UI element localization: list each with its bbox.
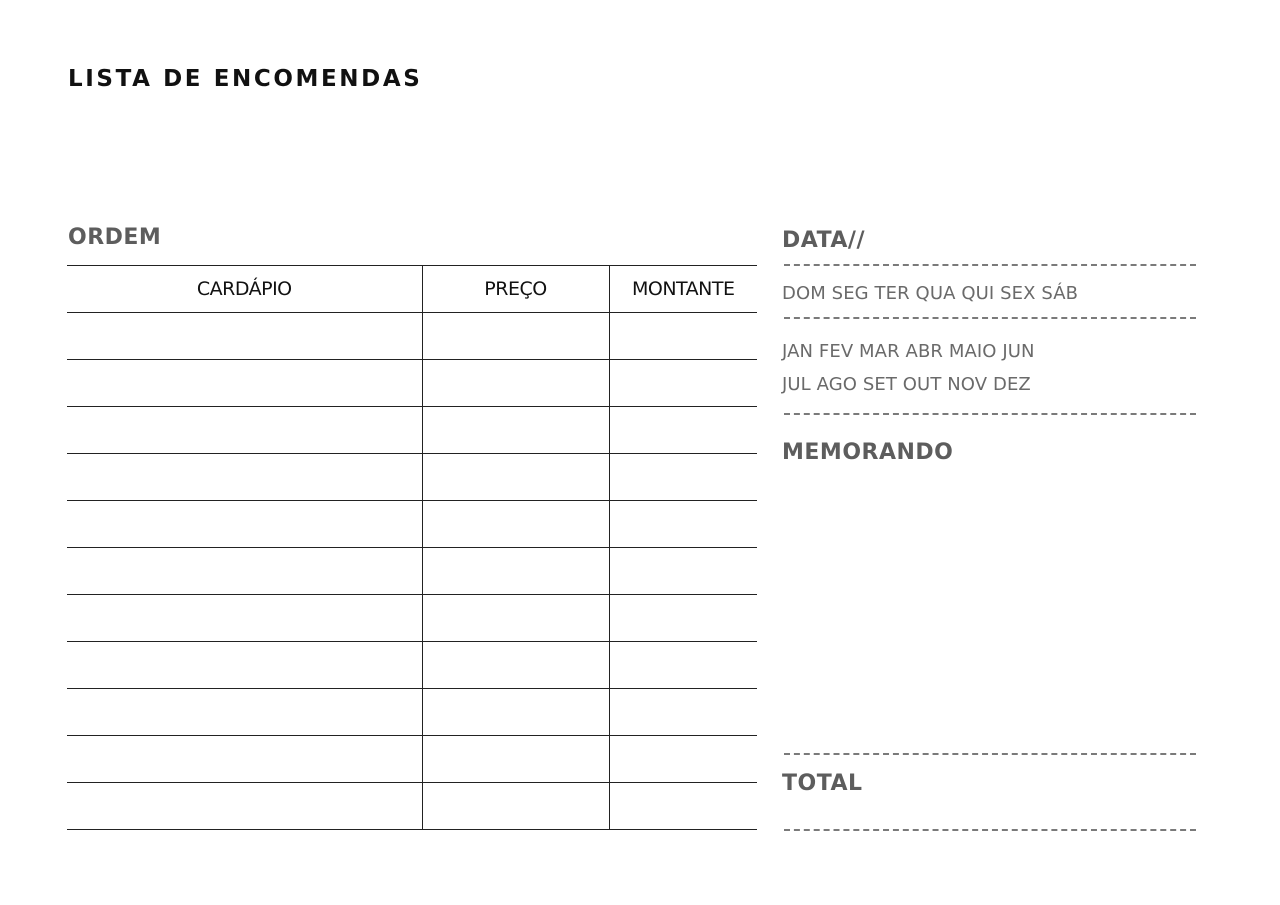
menu-cell (67, 360, 422, 407)
menu-cell (67, 689, 422, 736)
month-options-row-2: JUL AGO SET OUT NOV DEZ (782, 374, 1031, 395)
amount-cell (609, 454, 757, 501)
price-cell (422, 548, 609, 595)
table-row (67, 642, 757, 689)
weekday-options: DOM SEG TER QUA QUI SEX SÁB (782, 283, 1079, 304)
memo-heading: MEMORANDO (782, 440, 954, 465)
table-row (67, 548, 757, 595)
amount-cell (609, 407, 757, 454)
menu-cell (67, 407, 422, 454)
table-row (67, 360, 757, 407)
amount-cell (609, 595, 757, 642)
amount-cell (609, 313, 757, 360)
price-cell (422, 783, 609, 830)
price-cell (422, 313, 609, 360)
amount-cell (609, 501, 757, 548)
price-cell (422, 642, 609, 689)
table-row (67, 595, 757, 642)
dashed-divider (784, 413, 1196, 415)
total-heading: TOTAL (782, 771, 863, 796)
menu-cell (67, 736, 422, 783)
table-row (67, 313, 757, 360)
order-table-body (67, 313, 757, 830)
amount-cell (609, 689, 757, 736)
price-cell (422, 454, 609, 501)
price-cell (422, 736, 609, 783)
amount-cell (609, 360, 757, 407)
menu-cell (67, 642, 422, 689)
table-row (67, 501, 757, 548)
table-row (67, 736, 757, 783)
price-cell (422, 407, 609, 454)
order-table-header-row (67, 266, 757, 313)
column-header-amount: MONTANTE (609, 266, 757, 313)
amount-cell (609, 642, 757, 689)
menu-cell (67, 548, 422, 595)
menu-cell (67, 454, 422, 501)
menu-cell (67, 501, 422, 548)
table-row (67, 407, 757, 454)
dashed-divider (784, 753, 1196, 755)
column-header-menu: CARDÁPIO (67, 266, 422, 313)
price-cell (422, 501, 609, 548)
amount-cell (609, 783, 757, 830)
menu-cell (67, 595, 422, 642)
price-cell (422, 595, 609, 642)
menu-cell (67, 313, 422, 360)
amount-cell (609, 548, 757, 595)
price-cell (422, 689, 609, 736)
amount-cell (609, 736, 757, 783)
dashed-divider (784, 829, 1196, 831)
document-title: LISTA DE ENCOMENDAS (68, 66, 423, 92)
table-row (67, 689, 757, 736)
column-header-price: PREÇO (422, 266, 609, 313)
order-heading: ORDEM (68, 225, 162, 250)
menu-cell (67, 783, 422, 830)
dashed-divider (784, 264, 1196, 266)
date-heading: DATA// (782, 228, 865, 253)
dashed-divider (784, 317, 1196, 319)
order-table (67, 265, 757, 830)
price-cell (422, 360, 609, 407)
table-row (67, 783, 757, 830)
table-row (67, 454, 757, 501)
month-options-row-1: JAN FEV MAR ABR MAIO JUN (782, 341, 1035, 362)
